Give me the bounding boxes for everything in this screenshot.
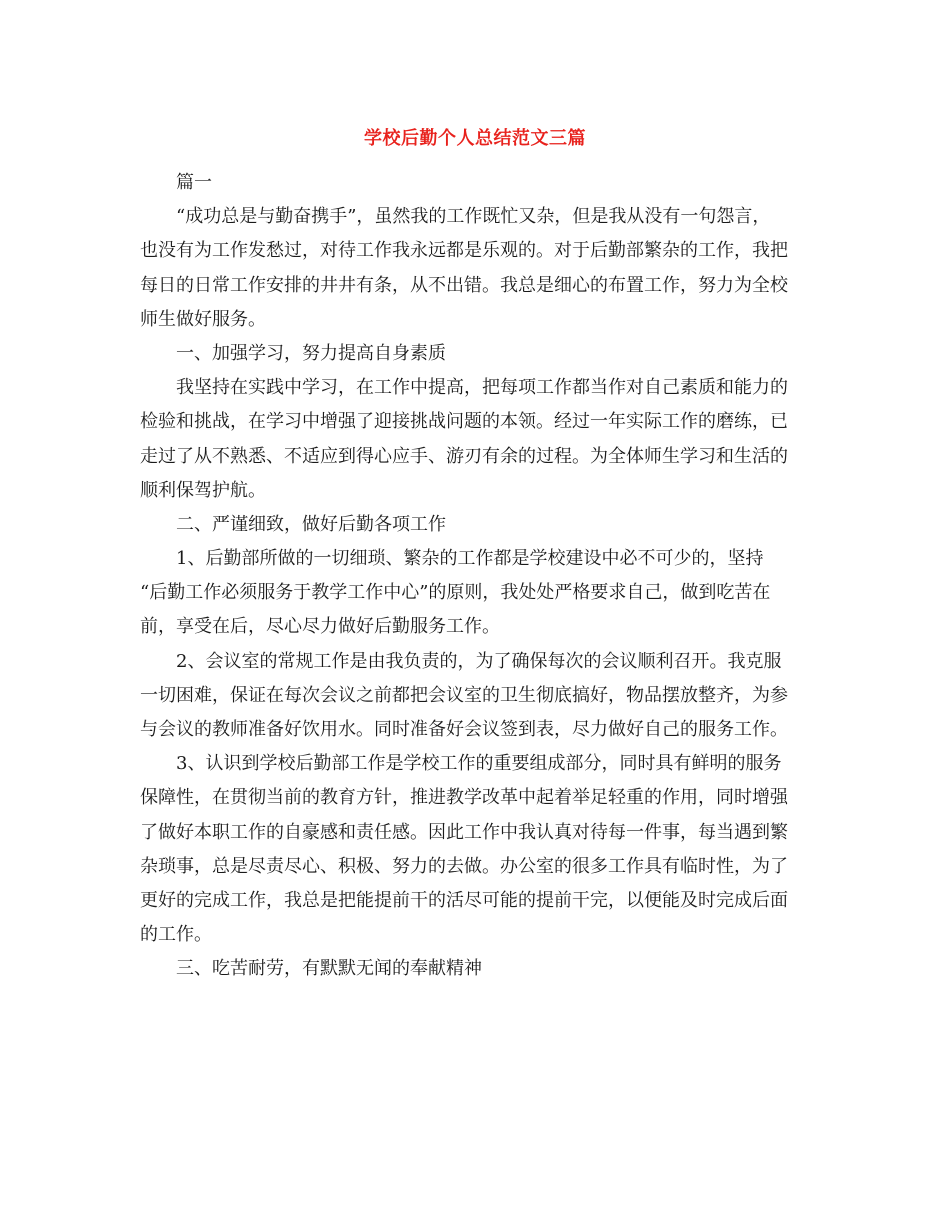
body-line: 前，享受在后，尽心尽力做好后勤服务工作。 bbox=[140, 616, 500, 638]
body-line: 1、后勤部所做的一切细琐、繁杂的工作都是学校建设中必不可少的，坚持 bbox=[176, 548, 764, 570]
body-line: 每日的日常工作安排的井井有条，从不出错。我总是细心的布置工作，努力为全校 bbox=[140, 274, 788, 296]
body-line: 2、会议室的常规工作是由我负责的，为了确保每次的会议顺利召开。我克服 bbox=[176, 650, 782, 672]
body-line: 更好的完成工作，我总是把能提前干的活尽可能的提前干完，以便能及时完成后面 bbox=[140, 889, 788, 911]
body-line: 也没有为工作发愁过，对待工作我永远都是乐观的。对于后勤部繁杂的工作，我把 bbox=[140, 240, 788, 262]
document-title: 学校后勤个人总结范文三篇 bbox=[364, 128, 586, 149]
body-line: “后勤工作必须服务于教学工作中心”的原则，我处处严格要求自己，做到吃苦在 bbox=[140, 582, 771, 604]
body-line: 三、吃苦耐劳，有默默无闻的奉献精神 bbox=[176, 958, 482, 980]
body-line: 二、严谨细致，做好后勤各项工作 bbox=[176, 513, 446, 535]
body-line: 篇一 bbox=[176, 172, 212, 193]
body-line: 检验和挑战，在学习中增强了迎接挑战问题的本领。经过一年实际工作的磨练，已 bbox=[140, 411, 788, 433]
document-body bbox=[140, 166, 830, 987]
body-line: 一切困难，保证在每次会议之前都把会议室的卫生彻底搞好，物品摆放整齐，为参 bbox=[140, 684, 788, 706]
body-line: “成功总是与勤奋携手”，虽然我的工作既忙又杂，但是我从没有一句怨言， bbox=[176, 206, 771, 228]
body-line: 我坚持在实践中学习，在工作中提高，把每项工作都当作对自己素质和能力的 bbox=[176, 377, 788, 399]
body-line: 保障性，在贯彻当前的教育方针，推进教学改革中起着举足轻重的作用，同时增强 bbox=[140, 787, 788, 809]
body-line: 了做好本职工作的自豪感和责任感。因此工作中我认真对待每一件事，每当遇到繁 bbox=[140, 821, 788, 843]
body-line: 师生做好服务。 bbox=[140, 308, 266, 330]
body-line: 与会议的教师准备好饮用水。同时准备好会议签到表，尽力做好自己的服务工作。 bbox=[140, 719, 788, 740]
body-line: 杂琐事，总是尽责尽心、积极、努力的去做。办公室的很多工作具有临时性，为了 bbox=[140, 855, 788, 877]
body-line: 走过了从不熟悉、不适应到得心应手、游刃有余的过程。为全体师生学习和生活的 bbox=[140, 445, 788, 467]
body-line: 的工作。 bbox=[140, 924, 212, 946]
body-line: 顺利保驾护航。 bbox=[140, 479, 266, 501]
body-line: 一、加强学习，努力提高自身素质 bbox=[176, 342, 446, 364]
body-line: 3、认识到学校后勤部工作是学校工作的重要组成部分，同时具有鲜明的服务 bbox=[176, 753, 782, 775]
